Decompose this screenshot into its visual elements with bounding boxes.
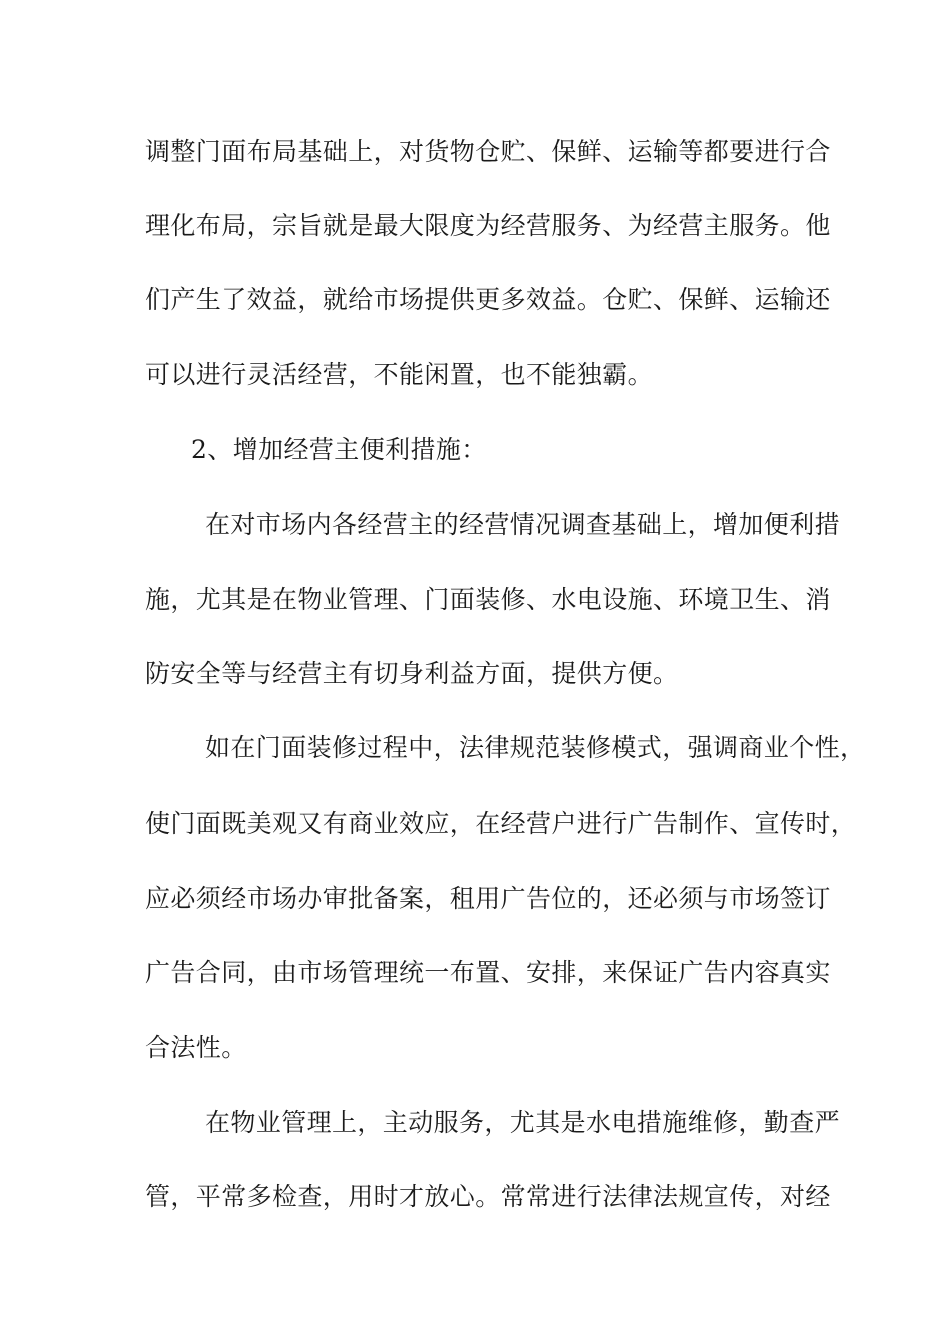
section-heading: 2、增加经营主便利措施：	[191, 435, 487, 464]
text-line: 可以进行灵活经营，不能闲置，也不能独霸。	[145, 360, 654, 389]
text-line: 应必须经市场办审批备案，租用广告位的，还必须与市场签订	[145, 884, 831, 913]
text-line: 管，平常多检查，用时才放心。常常进行法律法规宣传，对经	[145, 1182, 831, 1211]
text-line: 如在门面装修过程中，法律规范装修模式，强调商业个性，	[205, 733, 866, 762]
text-line: 调整门面布局基础上，对货物仓贮、保鲜、运输等都要进行合	[145, 137, 831, 166]
text-line: 在物业管理上，主动服务，尤其是水电措施维修，勤查严	[205, 1108, 841, 1137]
text-line: 施，尤其是在物业管理、门面装修、水电设施、环境卫生、消	[145, 585, 831, 614]
text-line: 防安全等与经营主有切身利益方面，提供方便。	[145, 659, 679, 688]
text-line: 合法性。	[145, 1033, 247, 1062]
text-line: 在对市场内各经营主的经营情况调查基础上，增加便利措	[205, 510, 841, 539]
text-line: 理化布局，宗旨就是最大限度为经营服务、为经营主服务。他	[145, 211, 831, 240]
text-line: 使门面既美观又有商业效应，在经营户进行广告制作、宣传时，	[145, 809, 857, 838]
text-line: 广告合同，由市场管理统一布置、安排，来保证广告内容真实	[145, 958, 831, 987]
text-line: 们产生了效益，就给市场提供更多效益。仓贮、保鲜、运输还	[145, 285, 831, 314]
